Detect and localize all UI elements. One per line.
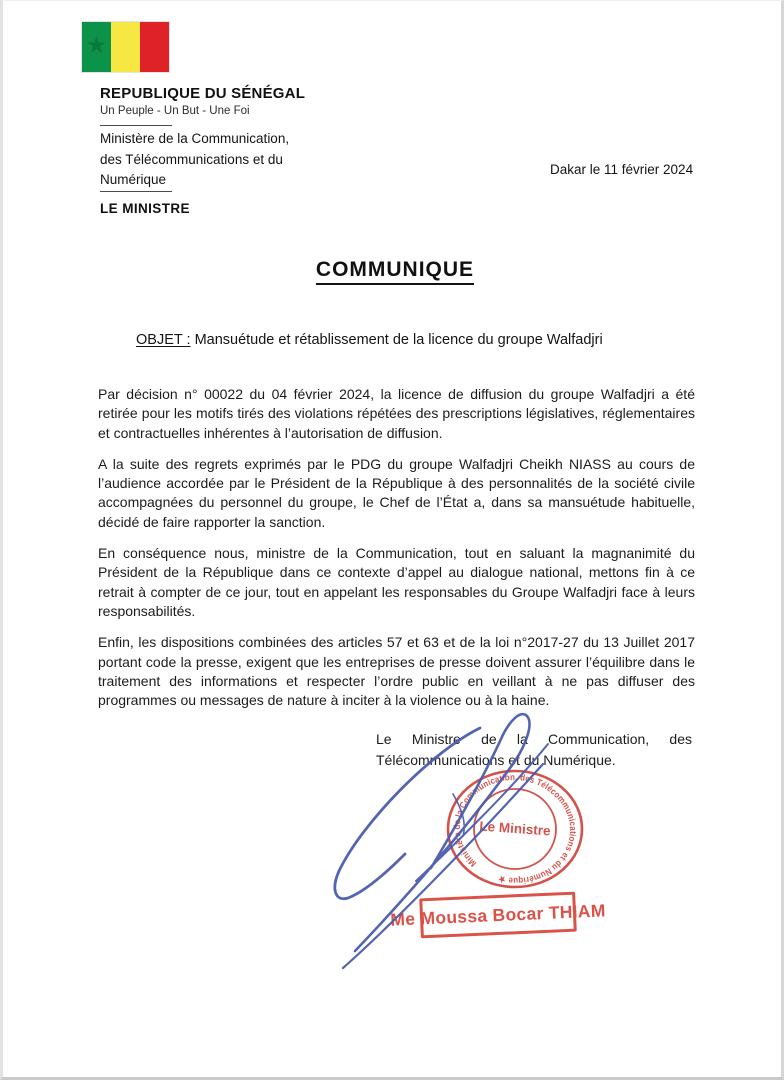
- stamp-center-text: Le Ministre: [478, 818, 552, 839]
- minister-label: LE MINISTRE: [100, 201, 190, 216]
- flag-yellow-stripe: [111, 22, 140, 72]
- body-paragraph: A la suite des regrets exprimés par le PDG du groupe Walfadjri Cheikh NIASS au cours de l’audience accordée par le Président de la République à des personnalités de la société civile accompagnées du personnel du groupe, le Chef de l’État a, dans sa mansuétude habituelle, décidé de faire rapporter la sanction.: [98, 455, 695, 530]
- body-paragraph: Enfin, les dispositions combinées des articles 57 et 63 et de la loi n°2017-27 du 13 Juillet 2017 portant code la presse, exigent que les entreprises de presse doivent assurer l’équilibre dans le traitement des informations et respecter l’ordre public en veillant à ne pas diffuser des programmes ou messages de nature à inciter à la violence ou à la haine.: [98, 634, 695, 709]
- minister-signature: [303, 696, 583, 986]
- ministry-line: Ministère de la Communication,: [100, 131, 290, 146]
- closing-line: Télécommunications et du Numérique.: [376, 751, 616, 768]
- ministry-name: [100, 129, 310, 191]
- body-paragraph: Par décision n° 00022 du 04 février 2024, la licence de diffusion du groupe Walfadjri a été retirée pour les motifs tirés des violations répétées des prescriptions législatives, réglementaires et contractuelles inhérentes à l’autorisation de diffusion.: [98, 386, 695, 441]
- republic-title: REPUBLIQUE DU SÉNÉGAL: [100, 85, 306, 102]
- date-line: Dakar le 11 février 2024: [550, 162, 694, 177]
- communique-title-text: COMMUNIQUE: [316, 258, 474, 285]
- ministry-line: Numérique: [100, 172, 167, 187]
- minister-name-stamp-text: Me Moussa Bocar THIAM: [389, 899, 606, 930]
- subject-line: [136, 332, 736, 348]
- header-divider: [100, 125, 172, 126]
- subject-label: OBJET :: [136, 332, 191, 348]
- flag-green-stripe: [82, 22, 111, 72]
- body-paragraph: En conséquence nous, ministre de la Communication, tout en saluant la magnanimité du Président de la République dans ce contexte d’appel au dialogue national, mettons fin à ce retrait à compter de ce jour, tout en appelant les responsables du Groupe Walfadjri face à leurs responsabilités.: [98, 545, 695, 619]
- flag-star-icon: ★: [85, 32, 108, 60]
- communique-title: [3, 258, 784, 285]
- header-divider: [100, 191, 172, 192]
- senegal-flag: [81, 21, 170, 73]
- flag-red-stripe: [140, 22, 169, 72]
- motto-text: Un Peuple - Un But - Une Foi: [100, 105, 250, 117]
- body-text: [98, 385, 695, 722]
- stamp-ring-text: Ministère de la Communication, des Télécommunications et du Numérique ★: [451, 771, 579, 887]
- closing-line: Le Ministre de la Communication, des: [376, 731, 692, 747]
- subject-text: Mansuétude et rétablissement de la licence du groupe Walfadjri: [194, 332, 603, 348]
- ministry-line: des Télécommunications et du: [100, 151, 283, 167]
